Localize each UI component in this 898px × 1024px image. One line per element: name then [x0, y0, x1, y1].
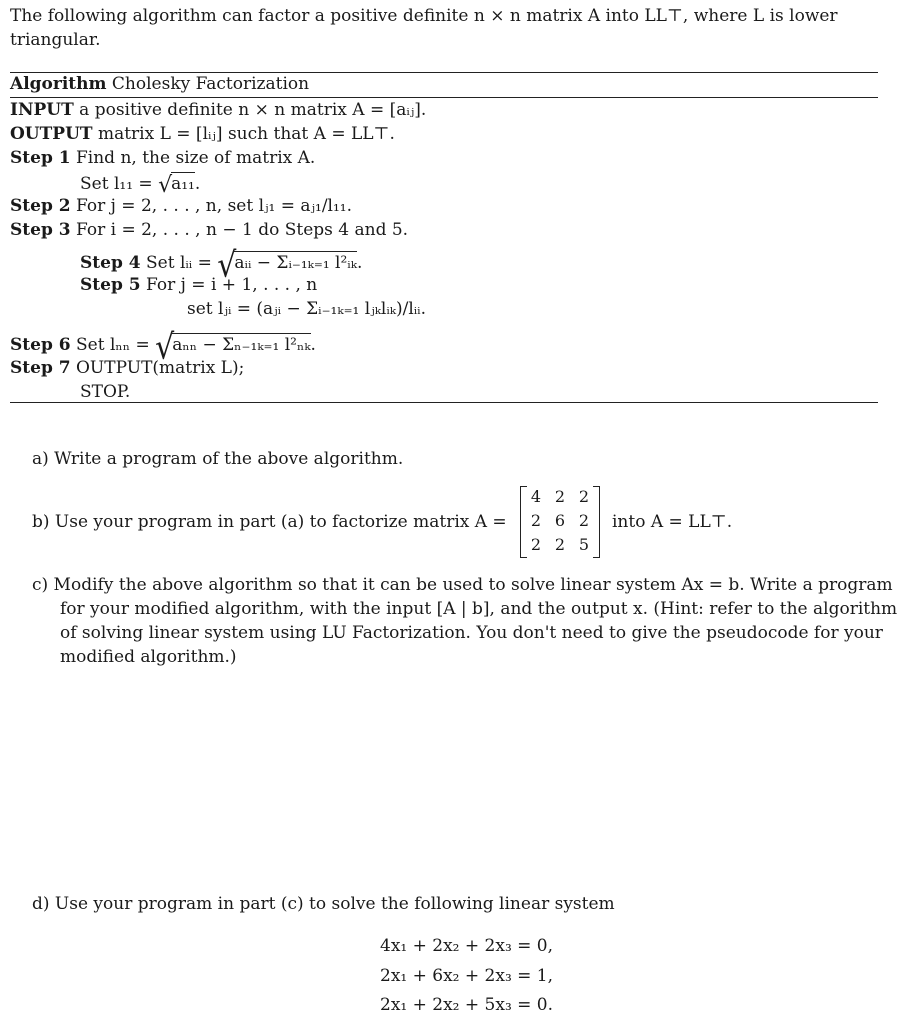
matrix-cell: 2 [554, 487, 566, 506]
step-3-text: For i = 2, . . . , n − 1 do Steps 4 and 5. [76, 220, 409, 240]
step-2-text: For j = 2, . . . , n, set lⱼ₁ = aⱼ₁/l₁₁. [76, 196, 353, 216]
output-label: OUTPUT [10, 124, 93, 144]
equation-2: 2x₁ + 6x₂ + 2x₃ = 1, [380, 966, 554, 986]
step-1-radicand: a₁₁ [171, 174, 195, 194]
step-7-text: OUTPUT(matrix L); [76, 358, 245, 378]
algorithm-stop: STOP. [80, 382, 131, 402]
question-c-line-4: modified algorithm.) [60, 647, 237, 667]
step-6-radicand: aₙₙ − Σₙ₋₁ₖ₌₁ l²ₙₖ [172, 335, 311, 355]
step-2-label: Step 2 [10, 196, 71, 216]
step-1-set [80, 172, 200, 198]
algorithm-header [10, 74, 309, 94]
intro-line-1: The following algorithm can factor a positive definite n × n matrix A into LL⊤, where L is lower [10, 6, 838, 26]
input-label: INPUT [10, 100, 74, 120]
step-4-set-end: . [356, 253, 363, 273]
algorithm-header-rule [10, 97, 878, 98]
step-1 [10, 148, 315, 168]
step-3-label: Step 3 [10, 220, 71, 240]
step-6-set-end: . [310, 335, 316, 355]
question-d: d) Use your program in part (c) to solve the following linear system [32, 894, 615, 914]
step-4-label: Step 4 [80, 253, 141, 273]
step-1-set-end: . [194, 174, 201, 194]
matrix-cell: 2 [578, 511, 590, 530]
step-5-text: For j = i + 1, . . . , n [146, 275, 318, 295]
sqrt-icon: √ [155, 327, 175, 368]
sqrt-icon: √ [217, 245, 237, 286]
algorithm-output [10, 124, 395, 144]
matrix-cell: 2 [578, 487, 590, 506]
question-a: a) Write a program of the above algorithm. [32, 449, 404, 469]
matrix-cell: 4 [530, 487, 542, 506]
step-5-label: Step 5 [80, 275, 141, 295]
step-4-set-text: Set lᵢᵢ = [146, 253, 218, 273]
equation-3: 2x₁ + 2x₂ + 5x₃ = 0. [380, 995, 554, 1015]
step-5 [80, 275, 317, 295]
matrix-cell: 2 [554, 535, 566, 554]
step-6-set-text: Set lₙₙ = [76, 335, 156, 355]
input-text: a positive definite n × n matrix A = [aᵢⱼ]. [79, 100, 427, 120]
step-7-label: Step 7 [10, 358, 71, 378]
step-6-label: Step 6 [10, 335, 71, 355]
equation-1: 4x₁ + 2x₂ + 2x₃ = 0, [380, 936, 554, 956]
step-3 [10, 220, 408, 240]
step-1-set-text: Set l₁₁ = [80, 174, 159, 194]
step-5-set: set lⱼᵢ = (aⱼᵢ − Σᵢ₋₁ₖ₌₁ lⱼₖlᵢₖ)/lᵢᵢ. [187, 299, 426, 319]
algorithm-header-title: Cholesky Factorization [111, 74, 310, 94]
matrix-a [520, 486, 600, 558]
step-4-radicand: aᵢᵢ − Σᵢ₋₁ₖ₌₁ l²ᵢₖ [234, 253, 357, 273]
sqrt-icon: √ [158, 173, 173, 198]
matrix-cell: 5 [578, 535, 590, 554]
algorithm-bottom-rule [10, 402, 878, 403]
question-b-suffix: into A = LL⊤. [612, 512, 733, 532]
matrix-right-bracket [593, 486, 600, 558]
step-1-text: Find n, the size of matrix A. [76, 148, 316, 168]
algorithm-header-bold: Algorithm [10, 74, 107, 94]
question-c-line-3: of solving linear system using LU Factorization. You don't need to give the pseudocode for your [60, 623, 883, 643]
matrix-cell: 2 [530, 535, 542, 554]
step-1-label: Step 1 [10, 148, 71, 168]
algorithm-top-rule [10, 72, 878, 73]
step-2 [10, 196, 352, 216]
step-7 [10, 358, 244, 378]
intro-line-2: triangular. [10, 30, 101, 50]
algorithm-input [10, 100, 426, 120]
matrix-cell: 6 [554, 511, 566, 530]
question-c-line-2: for your modified algorithm, with the input [A | b], and the output x. (Hint: refer to the algorithm [60, 599, 898, 619]
question-b-prefix: b) Use your program in part (a) to factorize matrix A = [32, 512, 507, 532]
matrix-cell: 2 [530, 511, 542, 530]
output-text: matrix L = [lᵢⱼ] such that A = LL⊤. [97, 124, 395, 144]
question-c-line-1: c) Modify the above algorithm so that it can be used to solve linear system Ax = b. Write a program [32, 575, 893, 595]
